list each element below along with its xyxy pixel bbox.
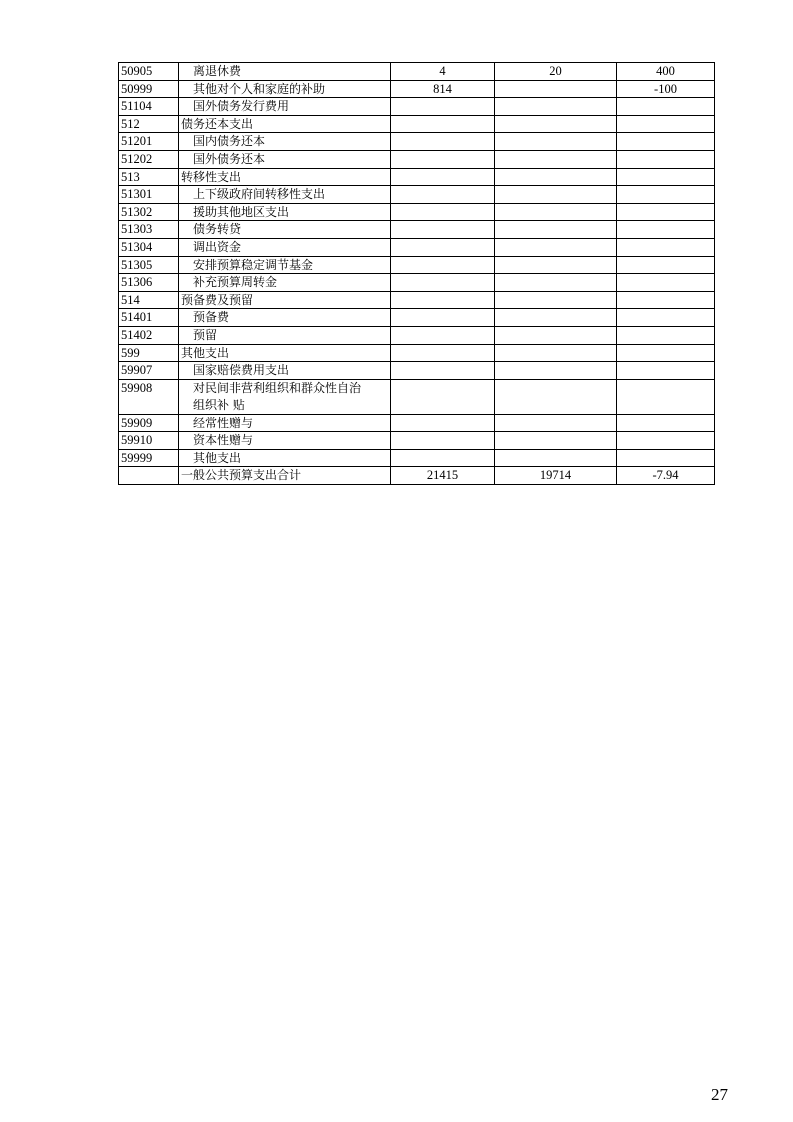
item-name: 预留 <box>179 326 391 344</box>
table-row <box>119 326 715 344</box>
total-value-1: 21415 <box>391 467 495 485</box>
value-cell-3 <box>617 309 715 327</box>
value-cell-1: 4 <box>391 63 495 81</box>
value-cell-1 <box>391 379 495 414</box>
value-cell-3 <box>617 326 715 344</box>
table-row <box>119 238 715 256</box>
value-cell-2 <box>495 274 617 292</box>
value-cell-2 <box>495 115 617 133</box>
item-name: 援助其他地区支出 <box>179 203 391 221</box>
item-code: 59908 <box>119 379 179 414</box>
item-code: 51303 <box>119 221 179 239</box>
value-cell-2 <box>495 256 617 274</box>
value-cell-3 <box>617 291 715 309</box>
value-cell-3 <box>617 168 715 186</box>
value-cell-3 <box>617 115 715 133</box>
table-row <box>119 221 715 239</box>
table-row <box>119 344 715 362</box>
value-cell-2 <box>495 221 617 239</box>
value-cell-1 <box>391 432 495 450</box>
item-name: 债务转贷 <box>179 221 391 239</box>
item-code: 50999 <box>119 80 179 98</box>
table-row <box>119 309 715 327</box>
value-cell-3 <box>617 362 715 380</box>
item-name: 补充预算周转金 <box>179 274 391 292</box>
table-row <box>119 186 715 204</box>
value-cell-2 <box>495 291 617 309</box>
item-code: 51402 <box>119 326 179 344</box>
table-row <box>119 168 715 186</box>
table-row <box>119 291 715 309</box>
table-row <box>119 80 715 98</box>
item-code: 51202 <box>119 150 179 168</box>
item-name <box>179 379 391 414</box>
table-row <box>119 379 715 414</box>
value-cell-1: 814 <box>391 80 495 98</box>
item-name: 上下级政府间转移性支出 <box>179 186 391 204</box>
item-name-line-2: 组织补 贴 <box>193 397 245 412</box>
item-name: 其他支出 <box>179 344 391 362</box>
value-cell-2: 20 <box>495 63 617 81</box>
value-cell-3 <box>617 379 715 414</box>
item-code: 50905 <box>119 63 179 81</box>
value-cell-2 <box>495 98 617 116</box>
value-cell-3 <box>617 432 715 450</box>
value-cell-3 <box>617 274 715 292</box>
total-value-3: -7.94 <box>617 467 715 485</box>
value-cell-2 <box>495 186 617 204</box>
item-name: 国外债务发行费用 <box>179 98 391 116</box>
value-cell-2 <box>495 309 617 327</box>
value-cell-2 <box>495 344 617 362</box>
value-cell-1 <box>391 291 495 309</box>
value-cell-1 <box>391 414 495 432</box>
table-row <box>119 63 715 81</box>
value-cell-3 <box>617 414 715 432</box>
value-cell-2 <box>495 326 617 344</box>
value-cell-1 <box>391 115 495 133</box>
value-cell-2 <box>495 168 617 186</box>
item-code: 51301 <box>119 186 179 204</box>
item-code: 59999 <box>119 449 179 467</box>
item-code: 59909 <box>119 414 179 432</box>
value-cell-1 <box>391 449 495 467</box>
item-code: 599 <box>119 344 179 362</box>
item-name: 安排预算稳定调节基金 <box>179 256 391 274</box>
table-row <box>119 150 715 168</box>
item-code: 51304 <box>119 238 179 256</box>
item-name-line-1: 对民间非营利组织和群众性自治 <box>193 380 362 395</box>
value-cell-2 <box>495 80 617 98</box>
value-cell-1 <box>391 326 495 344</box>
table-row <box>119 256 715 274</box>
value-cell-3 <box>617 133 715 151</box>
total-label: 一般公共预算支出合计 <box>179 467 391 485</box>
value-cell-1 <box>391 344 495 362</box>
value-cell-1 <box>391 203 495 221</box>
item-code: 51104 <box>119 98 179 116</box>
table-row <box>119 203 715 221</box>
value-cell-1 <box>391 150 495 168</box>
value-cell-3 <box>617 203 715 221</box>
value-cell-1 <box>391 133 495 151</box>
total-value-2: 19714 <box>495 467 617 485</box>
value-cell-2 <box>495 362 617 380</box>
page-number: 27 <box>711 1085 728 1104</box>
table-row <box>119 98 715 116</box>
table-row <box>119 133 715 151</box>
item-code: 514 <box>119 291 179 309</box>
item-name: 调出资金 <box>179 238 391 256</box>
item-code: 51306 <box>119 274 179 292</box>
value-cell-2 <box>495 203 617 221</box>
value-cell-2 <box>495 379 617 414</box>
item-code: 51201 <box>119 133 179 151</box>
item-name: 其他支出 <box>179 449 391 467</box>
item-code: 51302 <box>119 203 179 221</box>
item-name: 国外债务还本 <box>179 150 391 168</box>
value-cell-3 <box>617 98 715 116</box>
value-cell-1 <box>391 221 495 239</box>
budget-expenditure-table <box>118 62 715 485</box>
value-cell-1 <box>391 309 495 327</box>
value-cell-3 <box>617 344 715 362</box>
item-code: 513 <box>119 168 179 186</box>
item-code: 51401 <box>119 309 179 327</box>
table-row <box>119 414 715 432</box>
item-name: 预备费 <box>179 309 391 327</box>
value-cell-2 <box>495 133 617 151</box>
item-name: 国内债务还本 <box>179 133 391 151</box>
item-code: 51305 <box>119 256 179 274</box>
value-cell-2 <box>495 449 617 467</box>
value-cell-2 <box>495 150 617 168</box>
item-name: 转移性支出 <box>179 168 391 186</box>
item-code: 512 <box>119 115 179 133</box>
table-row <box>119 449 715 467</box>
total-code <box>119 467 179 485</box>
value-cell-3 <box>617 256 715 274</box>
item-name: 经常性赠与 <box>179 414 391 432</box>
value-cell-1 <box>391 256 495 274</box>
value-cell-3: -100 <box>617 80 715 98</box>
item-code: 59907 <box>119 362 179 380</box>
item-code: 59910 <box>119 432 179 450</box>
value-cell-1 <box>391 186 495 204</box>
item-name: 预备费及预留 <box>179 291 391 309</box>
value-cell-1 <box>391 168 495 186</box>
item-name: 离退休费 <box>179 63 391 81</box>
item-name: 债务还本支出 <box>179 115 391 133</box>
value-cell-3 <box>617 221 715 239</box>
value-cell-1 <box>391 362 495 380</box>
value-cell-1 <box>391 274 495 292</box>
total-row <box>119 467 715 485</box>
item-name: 其他对个人和家庭的补助 <box>179 80 391 98</box>
value-cell-2 <box>495 414 617 432</box>
table-row <box>119 274 715 292</box>
value-cell-3 <box>617 150 715 168</box>
table-row <box>119 115 715 133</box>
value-cell-2 <box>495 432 617 450</box>
value-cell-3 <box>617 238 715 256</box>
value-cell-3: 400 <box>617 63 715 81</box>
value-cell-2 <box>495 238 617 256</box>
value-cell-1 <box>391 238 495 256</box>
item-name: 资本性赠与 <box>179 432 391 450</box>
value-cell-3 <box>617 449 715 467</box>
table-row <box>119 432 715 450</box>
value-cell-1 <box>391 98 495 116</box>
table-row <box>119 362 715 380</box>
item-name: 国家赔偿费用支出 <box>179 362 391 380</box>
value-cell-3 <box>617 186 715 204</box>
